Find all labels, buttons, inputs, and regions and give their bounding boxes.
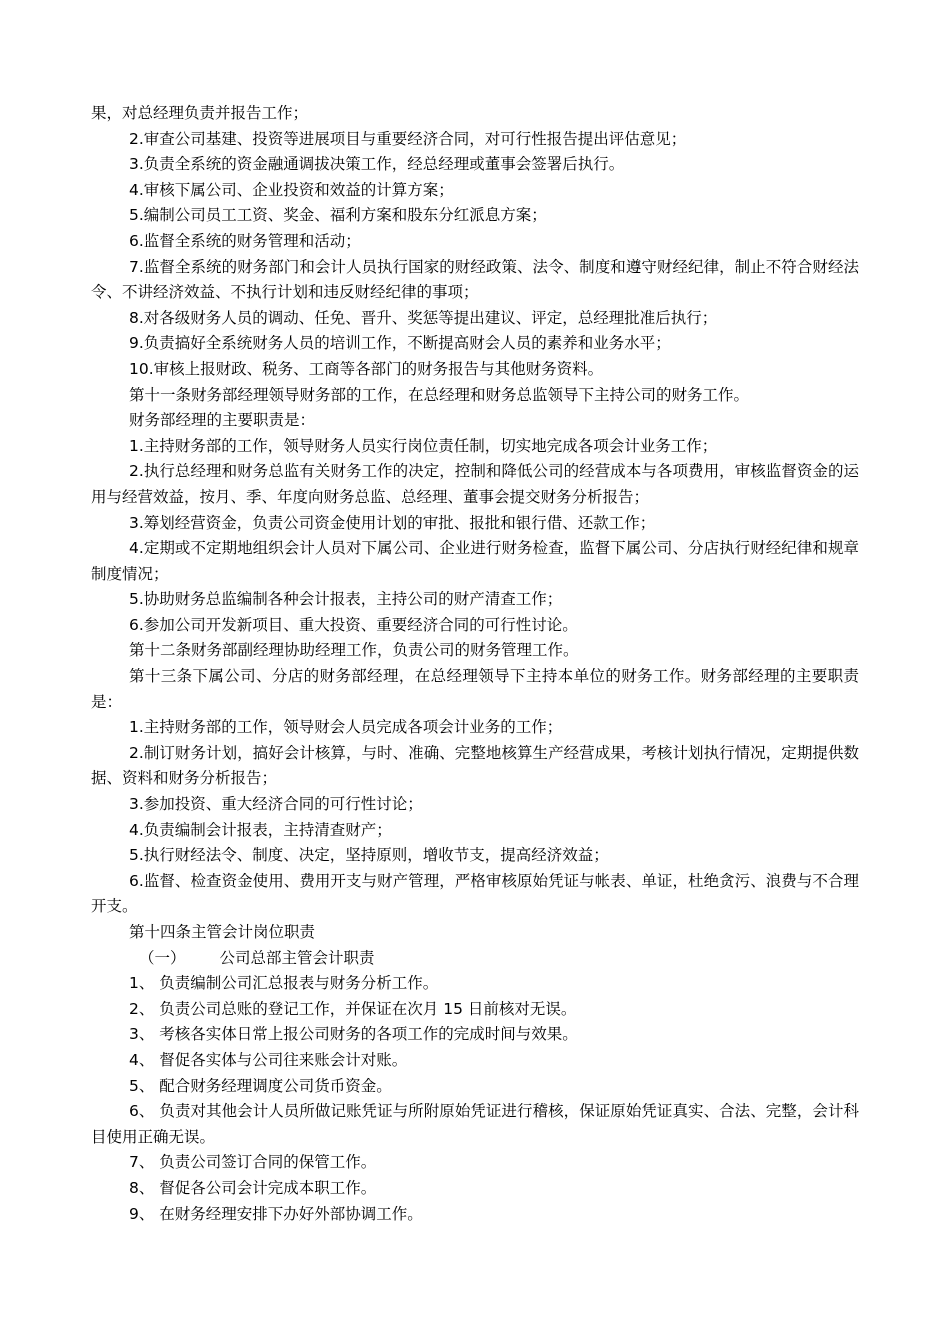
list-item: 6、 负责对其他会计人员所做记账凭证与所附原始凭证进行稽核，保证原始凭证真实、合法、完整，会计科目使用正确无误。 (91, 1102, 859, 1146)
text-line: 6.监督全系统的财务管理和活动； (129, 231, 361, 250)
document-body (91, 101, 859, 1227)
text-line: 9.负责搞好全系统财务人员的培训工作，不断提高财会人员的素养和业务水平； (129, 334, 671, 353)
text-line: 3.参加投资、重大经济合同的可行性讨论； (129, 795, 423, 814)
text-line: 财务部经理的主要职责是： (129, 411, 316, 430)
list-item: 9、 在财务经理安排下办好外部协调工作。 (129, 1204, 423, 1223)
text-line: 果，对总经理负责并报告工作； (91, 104, 309, 122)
list-item: 4、 督促各实体与公司往来账会计对账。 (129, 1050, 408, 1069)
text-line: 4.定期或不定期地组织会计人员对下属公司、企业进行财务检查，监督下属公司、分店执行财经纪律和规章制度情况； (91, 539, 859, 583)
text-line: 1.主持财务部的工作，领导财会人员完成各项会计业务的工作； (129, 718, 563, 737)
text-line: 6.监督、检查资金使用、费用开支与财产管理，严格审核原始凭证与帐表、单证，杜绝贪污、浪费与不合理开支。 (91, 871, 859, 916)
list-item: 8、 督促各公司会计完成本职工作。 (129, 1178, 377, 1197)
subsection-number: （一） (139, 948, 186, 967)
text-line: 3.负责全系统的资金融通调拔决策工作，经总经理或董事会签署后执行。 (129, 155, 625, 174)
list-item: 3、 考核各实体日常上报公司财务的各项工作的完成时间与效果。 (129, 1025, 578, 1044)
text-line: 5.编制公司员工工资、奖金、福利方案和股东分红派息方案； (129, 206, 547, 225)
text-line: 3.筹划经营资金，负责公司资金使用计划的审批、报批和银行借、还款工作； (129, 513, 656, 532)
list-item: 5、 配合财务经理调度公司货币资金。 (129, 1076, 392, 1095)
text-line: 4.审核下属公司、企业投资和效益的计算方案； (129, 180, 454, 199)
text-line: 4.负责编制会计报表，主持清查财产； (129, 820, 392, 839)
text-line: 8.对各级财务人员的调动、任免、晋升、奖惩等提出建议、评定，总经理批准后执行； (129, 308, 718, 327)
text-line: 10.审核上报财政、税务、工商等各部门的财务报告与其他财务资料。 (129, 359, 604, 378)
article-heading: 第十三条下属公司、分店的财务部经理，在总经理领导下主持本单位的财务工作。财务部经理的主要职责是： (91, 667, 859, 711)
text-line: 2.制订财务计划，搞好会计核算，与时、准确、完整地核算生产经营成果，考核计划执行情况，定期提供数据、资料和财务分析报告； (91, 743, 859, 788)
list-item: 7、 负责公司签订合同的保管工作。 (129, 1153, 377, 1172)
article-heading: 第十二条财务部副经理协助经理工作，负责公司的财务管理工作。 (129, 641, 579, 660)
text-line: 2.审查公司基建、投资等进展项目与重要经济合同，对可行性报告提出评估意见； (129, 129, 687, 148)
subsection-title: 公司总部主管会计职责 (219, 948, 375, 967)
text-line: 1.主持财务部的工作，领导财务人员实行岗位责任制，切实地完成各项会计业务工作； (129, 436, 718, 455)
subsection-heading (91, 946, 859, 972)
article-heading: 第十一条财务部经理领导财务部的工作，在总经理和财务总监领导下主持公司的财务工作。 (129, 385, 750, 404)
text-line: 2.执行总经理和财务总监有关财务工作的决定，控制和降低公司的经营成本与各项费用，审核监督资金的运用与经营效益，按月、季、年度向财务总监、总经理、董事会提交财务分析报告； (91, 462, 859, 506)
article-heading: 第十四条主管会计岗位职责 (129, 923, 316, 941)
text-line: 7.监督全系统的财务部门和会计人员执行国家的财经政策、法令、制度和遵守财经纪律，制止不符合财经法令、不讲经济效益、不执行计划和违反财经纪律的事项； (91, 257, 859, 302)
list-item: 2、 负责公司总账的登记工作，并保证在次月 15 日前核对无误。 (129, 999, 577, 1018)
text-line: 5.执行财经法令、制度、决定，坚持原则，增收节支，提高经济效益； (129, 846, 609, 865)
text-line: 5.协助财务总监编制各种会计报表，主持公司的财产清查工作； (129, 590, 563, 609)
list-item: 1、 负责编制公司汇总报表与财务分析工作。 (129, 974, 439, 993)
text-line: 6.参加公司开发新项目、重大投资、重要经济合同的可行性讨论。 (129, 615, 578, 634)
